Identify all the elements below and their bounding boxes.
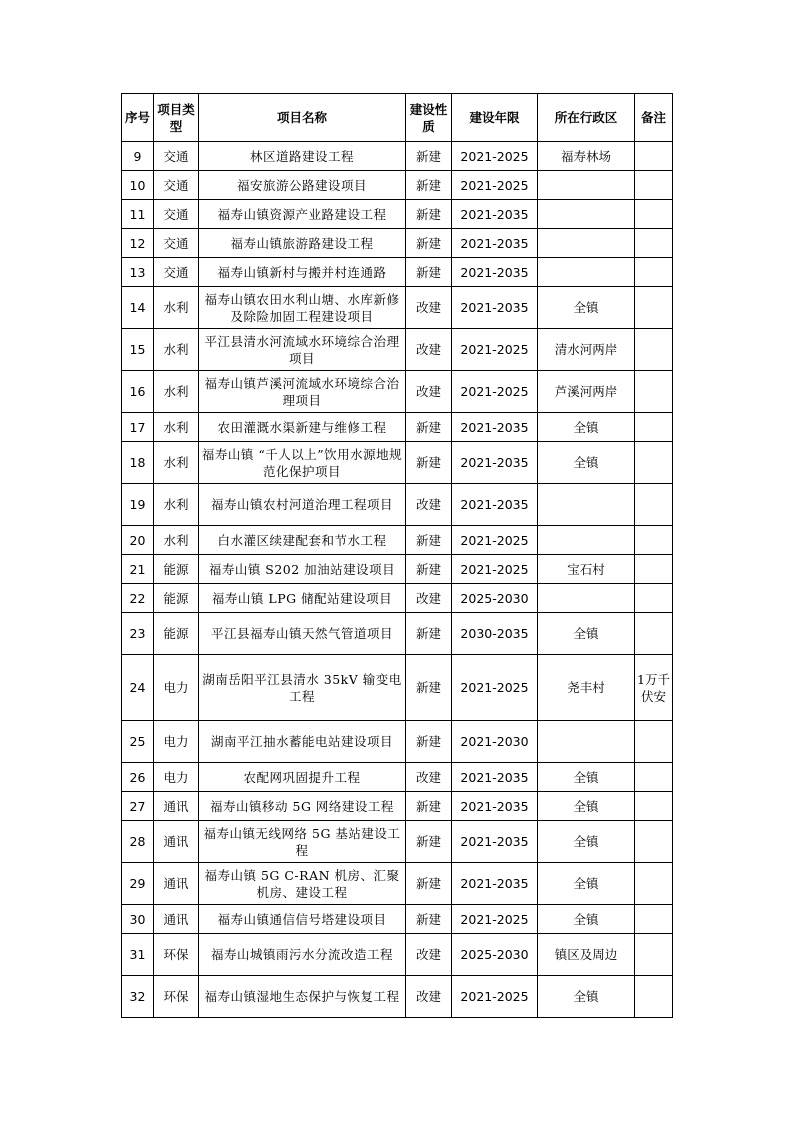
row-no: 21 — [122, 555, 154, 584]
row-region: 镇区及周边 — [538, 934, 635, 976]
row-no: 27 — [122, 792, 154, 821]
row-nature: 新建 — [406, 863, 452, 905]
header-no: 序号 — [122, 94, 154, 142]
row-years: 2021-2030 — [452, 721, 538, 763]
row-years: 2025-2030 — [452, 934, 538, 976]
row-name: 福寿山镇湿地生态保护与恢复工程 — [199, 976, 406, 1018]
row-nature: 改建 — [406, 763, 452, 792]
row-nature: 改建 — [406, 371, 452, 413]
row-no: 22 — [122, 584, 154, 613]
row-name: 福寿山镇农田水利山塘、水库新修及除险加固工程建设项目 — [199, 287, 406, 329]
table-row — [122, 555, 673, 584]
row-nature: 改建 — [406, 287, 452, 329]
row-years: 2021-2035 — [452, 413, 538, 442]
header-name: 项目名称 — [199, 94, 406, 142]
row-years: 2021-2025 — [452, 329, 538, 371]
row-remark — [635, 721, 673, 763]
row-name: 福寿山镇芦溪河流域水环境综合治理项目 — [199, 371, 406, 413]
row-name: 福寿山镇通信信号塔建设项目 — [199, 905, 406, 934]
row-no: 9 — [122, 142, 154, 171]
table-row — [122, 721, 673, 763]
table-row — [122, 484, 673, 526]
row-no: 18 — [122, 442, 154, 484]
row-name: 福寿山镇移动 5G 网络建设工程 — [199, 792, 406, 821]
row-remark — [635, 287, 673, 329]
row-remark — [635, 413, 673, 442]
table-row — [122, 584, 673, 613]
row-no: 19 — [122, 484, 154, 526]
row-nature: 新建 — [406, 413, 452, 442]
table-row — [122, 229, 673, 258]
row-region: 尧丰村 — [538, 655, 635, 721]
row-years: 2021-2035 — [452, 484, 538, 526]
row-nature: 新建 — [406, 792, 452, 821]
row-nature: 新建 — [406, 258, 452, 287]
row-region — [538, 258, 635, 287]
row-type: 交通 — [154, 142, 199, 171]
row-years: 2021-2025 — [452, 555, 538, 584]
row-years: 2021-2025 — [452, 655, 538, 721]
row-years: 2021-2035 — [452, 821, 538, 863]
row-remark — [635, 863, 673, 905]
row-name: 湖南平江抽水蓄能电站建设项目 — [199, 721, 406, 763]
table-row — [122, 821, 673, 863]
row-remark — [635, 258, 673, 287]
row-region — [538, 229, 635, 258]
row-region: 全镇 — [538, 613, 635, 655]
project-table — [121, 93, 673, 1018]
table-row — [122, 142, 673, 171]
row-type: 电力 — [154, 721, 199, 763]
row-years: 2021-2035 — [452, 287, 538, 329]
row-region: 全镇 — [538, 976, 635, 1018]
row-nature: 新建 — [406, 555, 452, 584]
row-name: 平江县清水河流域水环境综合治理项目 — [199, 329, 406, 371]
header-region: 所在行政区 — [538, 94, 635, 142]
row-nature: 新建 — [406, 229, 452, 258]
row-name: 福寿山镇 “千人以上”饮用水源地规范化保护项目 — [199, 442, 406, 484]
row-type: 能源 — [154, 613, 199, 655]
table-row — [122, 792, 673, 821]
row-years: 2021-2035 — [452, 442, 538, 484]
row-remark — [635, 976, 673, 1018]
row-nature: 新建 — [406, 442, 452, 484]
row-type: 水利 — [154, 442, 199, 484]
row-region: 全镇 — [538, 413, 635, 442]
row-remark — [635, 584, 673, 613]
row-name: 福寿山镇无线网络 5G 基站建设工程 — [199, 821, 406, 863]
row-years: 2021-2035 — [452, 200, 538, 229]
row-type: 环保 — [154, 934, 199, 976]
row-no: 23 — [122, 613, 154, 655]
header-years: 建设年限 — [452, 94, 538, 142]
row-remark — [635, 821, 673, 863]
row-type: 环保 — [154, 976, 199, 1018]
row-remark — [635, 613, 673, 655]
row-no: 30 — [122, 905, 154, 934]
row-years: 2021-2025 — [452, 371, 538, 413]
row-remark — [635, 142, 673, 171]
row-name: 白水灌区续建配套和节水工程 — [199, 526, 406, 555]
row-type: 交通 — [154, 200, 199, 229]
row-nature: 新建 — [406, 821, 452, 863]
row-region — [538, 526, 635, 555]
row-type: 能源 — [154, 584, 199, 613]
row-remark — [635, 484, 673, 526]
row-name: 福寿山镇农村河道治理工程项目 — [199, 484, 406, 526]
row-name: 湖南岳阳平江县清水 35kV 输变电工程 — [199, 655, 406, 721]
row-type: 通讯 — [154, 905, 199, 934]
row-no: 28 — [122, 821, 154, 863]
row-nature: 改建 — [406, 484, 452, 526]
table-row — [122, 371, 673, 413]
row-region — [538, 200, 635, 229]
row-no: 11 — [122, 200, 154, 229]
row-region: 全镇 — [538, 763, 635, 792]
row-name: 福寿山城镇雨污水分流改造工程 — [199, 934, 406, 976]
row-nature: 改建 — [406, 976, 452, 1018]
table-row — [122, 200, 673, 229]
row-nature: 新建 — [406, 142, 452, 171]
table-row — [122, 287, 673, 329]
table-row — [122, 526, 673, 555]
row-region: 全镇 — [538, 792, 635, 821]
row-name: 福寿山镇旅游路建设工程 — [199, 229, 406, 258]
row-remark — [635, 526, 673, 555]
row-no: 29 — [122, 863, 154, 905]
row-type: 电力 — [154, 763, 199, 792]
row-region: 清水河两岸 — [538, 329, 635, 371]
row-type: 通讯 — [154, 821, 199, 863]
row-years: 2021-2025 — [452, 526, 538, 555]
row-region — [538, 171, 635, 200]
row-years: 2021-2025 — [452, 976, 538, 1018]
row-name: 平江县福寿山镇天然气管道项目 — [199, 613, 406, 655]
row-region: 芦溪河两岸 — [538, 371, 635, 413]
row-nature: 改建 — [406, 584, 452, 613]
header-type: 项目类型 — [154, 94, 199, 142]
table-row — [122, 413, 673, 442]
row-type: 通讯 — [154, 792, 199, 821]
row-no: 14 — [122, 287, 154, 329]
row-nature: 改建 — [406, 329, 452, 371]
row-remark — [635, 555, 673, 584]
row-name: 农配网巩固提升工程 — [199, 763, 406, 792]
row-type: 水利 — [154, 526, 199, 555]
row-years: 2021-2025 — [452, 905, 538, 934]
row-nature: 改建 — [406, 934, 452, 976]
row-type: 交通 — [154, 171, 199, 200]
row-type: 通讯 — [154, 863, 199, 905]
row-no: 13 — [122, 258, 154, 287]
row-name: 福寿山镇 S202 加油站建设项目 — [199, 555, 406, 584]
row-name: 福寿山镇 5G C-RAN 机房、汇聚机房、建设工程 — [199, 863, 406, 905]
table-row — [122, 613, 673, 655]
row-nature: 新建 — [406, 526, 452, 555]
row-remark — [635, 171, 673, 200]
table-row — [122, 763, 673, 792]
table-row — [122, 329, 673, 371]
table-row — [122, 171, 673, 200]
row-region — [538, 721, 635, 763]
row-type: 水利 — [154, 371, 199, 413]
row-type: 交通 — [154, 258, 199, 287]
row-no: 15 — [122, 329, 154, 371]
table-row — [122, 934, 673, 976]
row-remark — [635, 329, 673, 371]
row-years: 2021-2025 — [452, 171, 538, 200]
header-nature: 建设性质 — [406, 94, 452, 142]
row-type: 水利 — [154, 413, 199, 442]
table-row — [122, 905, 673, 934]
row-remark — [635, 229, 673, 258]
row-name: 林区道路建设工程 — [199, 142, 406, 171]
row-no: 26 — [122, 763, 154, 792]
row-no: 17 — [122, 413, 154, 442]
row-name: 福寿山镇资源产业路建设工程 — [199, 200, 406, 229]
row-region: 全镇 — [538, 442, 635, 484]
row-name: 福寿山镇 LPG 储配站建设项目 — [199, 584, 406, 613]
row-name: 福寿山镇新村与搬并村连通路 — [199, 258, 406, 287]
row-years: 2021-2035 — [452, 792, 538, 821]
row-no: 32 — [122, 976, 154, 1018]
row-remark: 1万千伏安 — [635, 655, 673, 721]
row-region — [538, 584, 635, 613]
row-region: 全镇 — [538, 287, 635, 329]
row-type: 水利 — [154, 484, 199, 526]
row-years: 2025-2030 — [452, 584, 538, 613]
row-no: 24 — [122, 655, 154, 721]
row-region: 全镇 — [538, 863, 635, 905]
row-nature: 新建 — [406, 905, 452, 934]
row-no: 25 — [122, 721, 154, 763]
row-years: 2021-2035 — [452, 229, 538, 258]
row-years: 2021-2035 — [452, 863, 538, 905]
table-row — [122, 976, 673, 1018]
row-name: 农田灌溉水渠新建与维修工程 — [199, 413, 406, 442]
row-region: 宝石村 — [538, 555, 635, 584]
row-region: 福寿林场 — [538, 142, 635, 171]
row-region: 全镇 — [538, 821, 635, 863]
row-region — [538, 484, 635, 526]
table-row — [122, 863, 673, 905]
row-no: 16 — [122, 371, 154, 413]
row-name: 福安旅游公路建设项目 — [199, 171, 406, 200]
row-nature: 新建 — [406, 721, 452, 763]
table-row — [122, 655, 673, 721]
row-no: 12 — [122, 229, 154, 258]
row-nature: 新建 — [406, 171, 452, 200]
header-remark: 备注 — [635, 94, 673, 142]
row-type: 水利 — [154, 287, 199, 329]
row-remark — [635, 442, 673, 484]
row-no: 10 — [122, 171, 154, 200]
row-remark — [635, 371, 673, 413]
row-remark — [635, 905, 673, 934]
row-remark — [635, 200, 673, 229]
row-remark — [635, 934, 673, 976]
row-remark — [635, 792, 673, 821]
row-remark — [635, 763, 673, 792]
row-no: 20 — [122, 526, 154, 555]
row-type: 电力 — [154, 655, 199, 721]
row-type: 交通 — [154, 229, 199, 258]
row-no: 31 — [122, 934, 154, 976]
table-row — [122, 442, 673, 484]
row-type: 水利 — [154, 329, 199, 371]
row-region: 全镇 — [538, 905, 635, 934]
row-years: 2021-2035 — [452, 258, 538, 287]
table-row — [122, 258, 673, 287]
row-type: 能源 — [154, 555, 199, 584]
row-years: 2021-2025 — [452, 142, 538, 171]
row-nature: 新建 — [406, 655, 452, 721]
row-years: 2021-2035 — [452, 763, 538, 792]
row-nature: 新建 — [406, 200, 452, 229]
row-years: 2030-2035 — [452, 613, 538, 655]
row-nature: 新建 — [406, 613, 452, 655]
table-header-row — [122, 94, 673, 142]
